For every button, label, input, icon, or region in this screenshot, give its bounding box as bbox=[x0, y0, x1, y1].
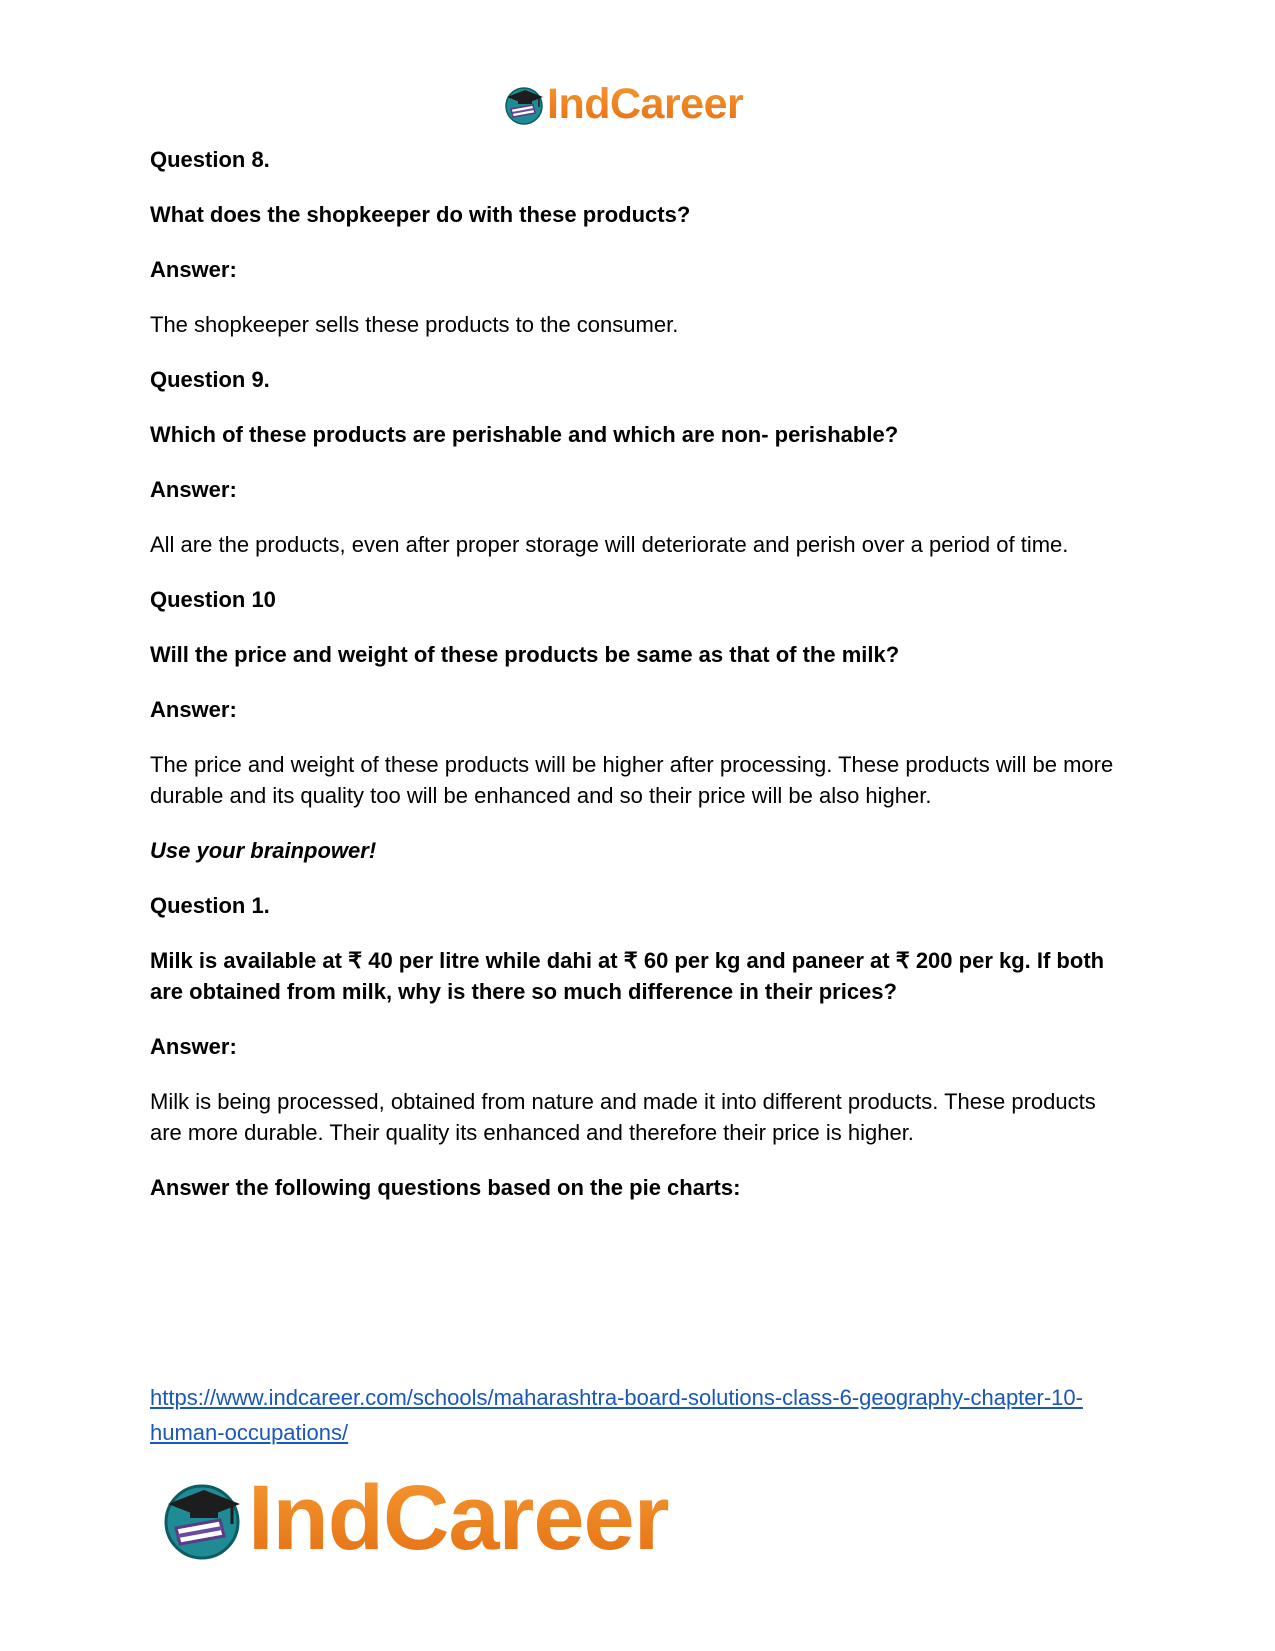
question-9-heading: Question 9. bbox=[150, 367, 270, 392]
question-8-text: What does the shopkeeper do with these products? bbox=[150, 202, 691, 227]
answer-10-text: The price and weight of these products will be higher after processing. These products will be more durable and its quality too will be enhanced and so their price will be also higher. bbox=[150, 752, 1114, 808]
document-body bbox=[150, 144, 1130, 1227]
logo-text: IndCareer bbox=[547, 80, 744, 128]
question-10-text: Will the price and weight of these products be same as that of the milk? bbox=[150, 642, 900, 667]
question-1-heading: Question 1. bbox=[150, 893, 270, 918]
graduation-cap-book-globe-icon bbox=[160, 1476, 244, 1560]
question-8-heading: Question 8. bbox=[150, 147, 270, 172]
question-10-heading: Question 10 bbox=[150, 587, 276, 612]
pie-chart-instruction: Answer the following questions based on the pie charts: bbox=[150, 1175, 741, 1200]
section-heading: Use your brainpower! bbox=[150, 838, 377, 863]
graduation-cap-book-globe-icon bbox=[503, 83, 545, 125]
answer-label: Answer: bbox=[150, 1034, 237, 1059]
answer-label: Answer: bbox=[150, 697, 237, 722]
answer-8-text: The shopkeeper sells these products to the consumer. bbox=[150, 312, 679, 337]
footer-logo bbox=[160, 1468, 669, 1568]
header-logo bbox=[503, 80, 743, 128]
question-9-text: Which of these products are perishable and which are non- perishable? bbox=[150, 422, 899, 447]
question-1-text: Milk is available at ₹ 40 per litre while dahi at ₹ 60 per kg and paneer at ₹ 200 per kg. If both are obtained from milk, why is there so much difference in their prices? bbox=[150, 948, 1105, 1004]
source-link[interactable]: https://www.indcareer.com/schools/maharashtra-board-solutions-class-6-geography-chapter-10-human-occupations/ bbox=[150, 1385, 1083, 1445]
logo-text: IndCareer bbox=[248, 1467, 669, 1569]
answer-9-text: All are the products, even after proper storage will deteriorate and perish over a period of time. bbox=[150, 532, 1069, 557]
answer-1-text: Milk is being processed, obtained from nature and made it into different products. These products are more durable. Their quality its enhanced and therefore their price is higher. bbox=[150, 1089, 1096, 1145]
answer-label: Answer: bbox=[150, 477, 237, 502]
answer-label: Answer: bbox=[150, 257, 237, 282]
